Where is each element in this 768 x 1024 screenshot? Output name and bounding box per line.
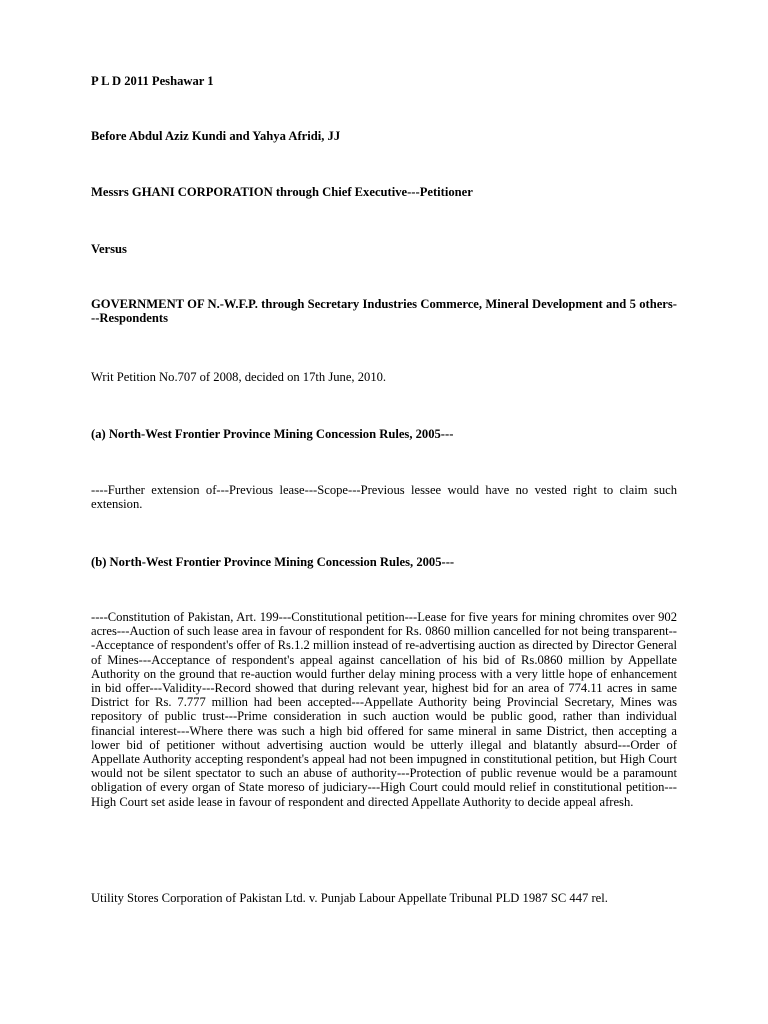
citation: P L D 2011 Peshawar 1 xyxy=(91,74,214,88)
headnote-b-text: ----Constitution of Pakistan, Art. 199---Constitutional petition---Lease for five years for mining chromites over 902 acres---Auction of such lease area in favour of respondent for Rs. 0860 million cancelled for not being transparent---Acceptance of respondent's offer of Rs.1.2 million instead of re-advertising auction as directed by Director General of Mines---Acceptance of respondent's appeal against cancellation of his bid of Rs.0860 million by Appellate Authority on the ground that re-auction would further delay mining process with a very little hope of enhancement in bid offer---Validity---Record showed that during relevant year, highest bid for an area of 774.11 acres in same District for Rs. 7.777 million had been accepted---Appellate Authority being Provincial Secretary, Mines was repository of public trust---Prime consideration in such auction would be public good, rather than individual financial interest---Where there was such a high bid offered for same mineral in same District, then accepting a lower bid of petitioner without advertising auction would be utterly illegal and blatantly absurd---Order of Appellate Authority accepting respondent's appeal had not been impugned in constitutional petition, but High Court would not be silent spectator to such an abuse of authority---Protection of public revenue would be a paramount obligation of every organ of State moreso of judiciary---High Court could mould relief in constitutional petition---High Court set aside lease in favour of respondent and directed Appellate Authority to decide appeal afresh. xyxy=(91,610,677,809)
petitioner: Messrs GHANI CORPORATION through Chief Executive---Petitioner xyxy=(91,185,473,199)
headnote-b-heading: (b) North-West Frontier Province Mining Concession Rules, 2005--- xyxy=(91,555,455,569)
headnote-a-text: ----Further extension of---Previous lease---Scope---Previous lessee would have no vested right to claim such extension. xyxy=(91,483,677,512)
case-reference: Utility Stores Corporation of Pakistan Ltd. v. Punjab Labour Appellate Tribunal PLD 1987 SC 447 rel. xyxy=(91,891,608,905)
versus: Versus xyxy=(91,242,127,256)
bench: Before Abdul Aziz Kundi and Yahya Afridi, JJ xyxy=(91,129,341,143)
headnote-a-heading: (a) North-West Frontier Province Mining Concession Rules, 2005--- xyxy=(91,427,454,441)
respondents: GOVERNMENT OF N.-W.F.P. through Secretary Industries Commerce, Mineral Development and 5 others---Respondents xyxy=(91,297,677,326)
case-info: Writ Petition No.707 of 2008, decided on 17th June, 2010. xyxy=(91,370,387,384)
